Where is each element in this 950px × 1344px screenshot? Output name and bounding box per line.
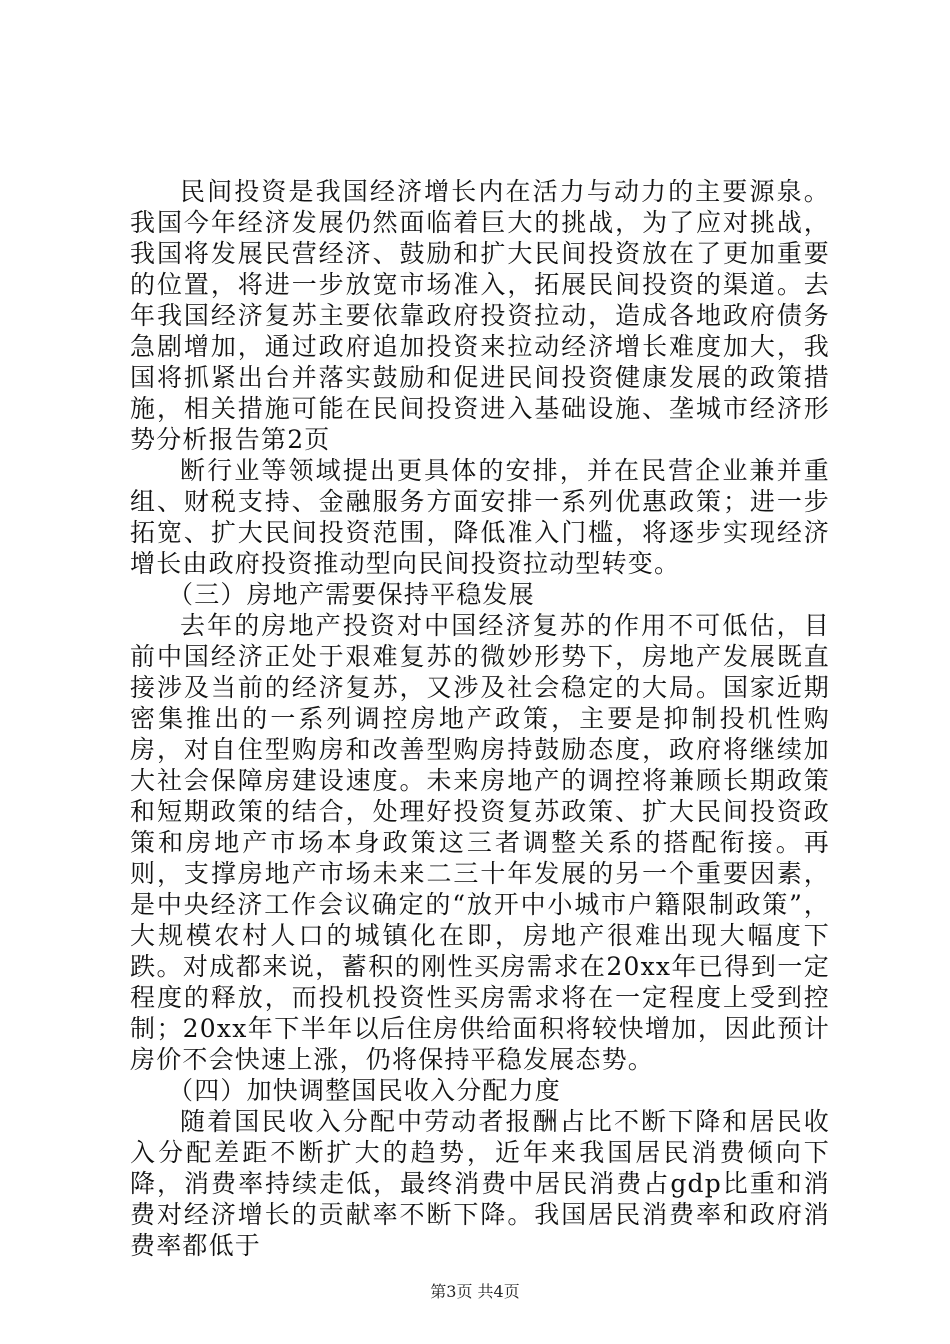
section-heading-income-distribution: （四）加快调整国民收入分配力度 — [168, 1076, 562, 1105]
page-number-footer: 第3页 共4页 — [430, 1282, 520, 1301]
paragraph-private-investment-continued: 断行业等领域提出更具体的安排，并在民营企业兼并重组、财税支持、金融服务方面安排一系列优惠政策；进一步拓宽、扩大民间投资范围，降低准入门槛，将逐步实现经济增长由政府投资推动型向民间投资拉动型转变。 — [130, 456, 830, 578]
document-body — [130, 176, 830, 1261]
paragraph-real-estate: 去年的房地产投资对中国经济复苏的作用不可低估，目前中国经济正处于艰难复苏的微妙形势下，房地产发展既直接涉及当前的经济复苏，又涉及社会稳定的大局。国家近期密集推出的一系列调控房地产政策，主要是抑制投机性购房，对自住型购房和改善型购房持鼓励态度，政府将继续加大社会保障房建设速度。未来房地产的调控将兼顾长期政策和短期政策的结合，处理好投资复苏政策、扩大民间投资政策和房地产市场本身政策这三者调整关系的搭配衔接。再则，支撑房地产市场未来二三十年发展的另一个重要因素，是中央经济工作会议确定的“放开中小城市户籍限制政策”，大规模农村人口的城镇化在即，房地产很难出现大幅度下跌。对成都来说，蓄积的刚性买房需求在20xx年已得到一定程度的释放，而投机投资性买房需求将在一定程度上受到控制；20xx年下半年以后住房供给面积将较快增加，因此预计房价不会快速上涨，仍将保持平稳发展态势。 — [130, 611, 830, 1074]
paragraph-income-distribution: 随着国民收入分配中劳动者报酬占比不断下降和居民收入分配差距不断扩大的趋势，近年来我国居民消费倾向下降，消费率持续走低，最终消费中居民消费占gdp比重和消费对经济增长的贡献率不断下降。我国居民消费率和政府消费率都低于 — [130, 1107, 830, 1260]
paragraph-private-investment: 民间投资是我国经济增长内在活力与动力的主要源泉。我国今年经济发展仍然面临着巨大的挑战，为了应对挑战，我国将发展民营经济、鼓励和扩大民间投资放在了更加重要的位置，将进一步放宽市场准入，拓展民间投资的渠道。去年我国经济复苏主要依靠政府投资拉动，造成各地政府债务急剧增加，通过政府追加投资来拉动经济增长难度加大，我国将抓紧出台并落实鼓励和促进民间投资健康发展的政策措施，相关措施可能在民间投资进入基础设施、垄城市经济形势分析报告第2页 — [130, 177, 830, 454]
section-heading-real-estate: （三）房地产需要保持平稳发展 — [168, 580, 535, 609]
